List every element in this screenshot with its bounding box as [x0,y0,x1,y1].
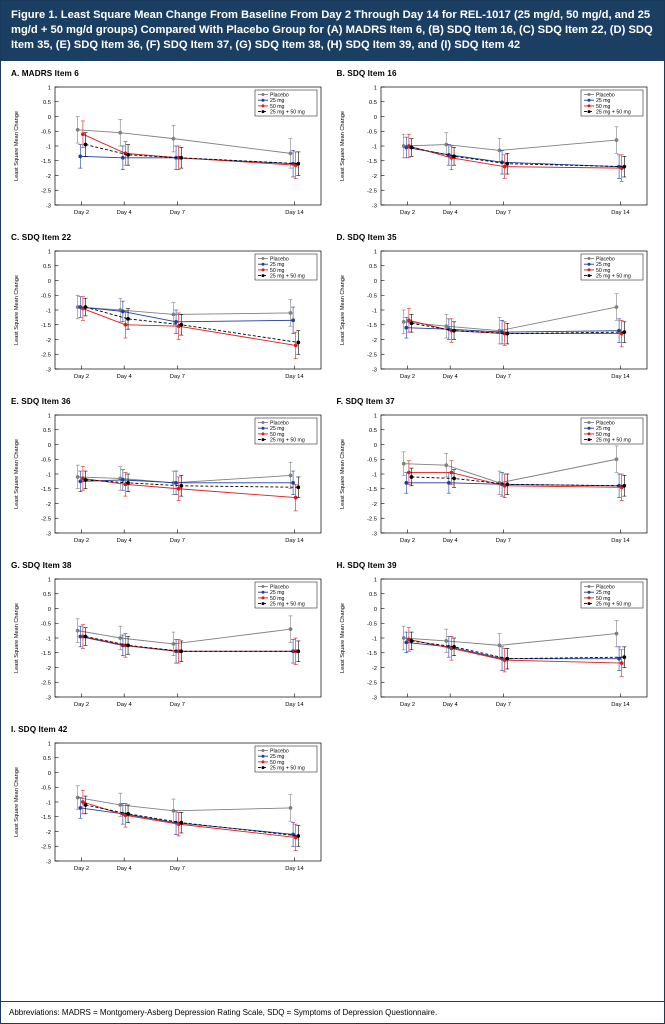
svg-text:-1.5: -1.5 [366,159,377,166]
svg-text:Day 14: Day 14 [285,538,304,544]
svg-text:Day 4: Day 4 [442,210,458,216]
svg-text:-0.5: -0.5 [41,457,51,464]
panel-a [7,65,333,229]
svg-text:-2: -2 [371,665,377,672]
svg-text:Day 2: Day 2 [399,702,415,708]
panel-f-plot [335,407,657,555]
svg-text:25 mg: 25 mg [595,262,610,269]
svg-text:Day 4: Day 4 [116,210,132,216]
svg-text:-3: -3 [45,367,51,374]
svg-text:Day 7: Day 7 [495,538,511,544]
svg-text:1: 1 [373,85,377,92]
svg-text:-3: -3 [371,531,377,538]
svg-text:Least Square Mean Change: Least Square Mean Change [14,111,20,181]
chart-svg [9,735,331,883]
svg-text:0: 0 [47,442,51,449]
svg-text:-3: -3 [371,203,377,210]
svg-text:Placebo: Placebo [270,420,289,427]
figure-footnote: Abbreviations: MADRS = Montgomery-Asberg Depression Rating Scale, SDQ = Symptoms of Depression Questionnaire. [1,1001,664,1023]
svg-text:Least Square Mean Change: Least Square Mean Change [14,439,20,509]
svg-text:25 mg + 50 mg: 25 mg + 50 mg [270,601,305,608]
svg-text:Day 4: Day 4 [442,538,458,544]
svg-text:0: 0 [373,606,377,613]
chart-svg [9,571,331,719]
svg-text:-2: -2 [45,665,51,672]
svg-text:0.5: 0.5 [42,100,51,107]
svg-text:25 mg: 25 mg [595,590,610,597]
svg-text:25 mg + 50 mg: 25 mg + 50 mg [270,765,305,772]
svg-text:-1: -1 [371,308,377,315]
svg-text:-3: -3 [371,367,377,374]
svg-text:Day 14: Day 14 [610,702,630,708]
svg-text:-2: -2 [371,337,377,344]
svg-text:Placebo: Placebo [270,256,289,263]
svg-text:Day 7: Day 7 [169,538,185,544]
svg-text:50 mg: 50 mg [270,267,285,274]
chart-svg [335,243,657,391]
svg-text:25 mg: 25 mg [595,426,610,433]
svg-text:1: 1 [373,249,377,256]
svg-text:Day 7: Day 7 [169,702,185,708]
svg-text:-0.5: -0.5 [41,293,51,300]
svg-text:Day 2: Day 2 [399,210,415,216]
svg-text:Day 7: Day 7 [495,210,511,216]
svg-text:-2.5: -2.5 [366,352,377,359]
svg-text:Day 7: Day 7 [169,374,185,380]
svg-text:25 mg: 25 mg [270,754,285,761]
svg-text:Day 7: Day 7 [169,210,185,216]
svg-text:-2: -2 [45,173,51,180]
svg-text:1: 1 [47,85,51,92]
panel-grid [1,61,664,1001]
panel-d [333,229,659,393]
svg-text:-2: -2 [45,337,51,344]
svg-text:-1: -1 [371,144,377,151]
svg-text:0: 0 [373,114,377,121]
svg-text:-2.5: -2.5 [41,516,51,523]
svg-text:Day 2: Day 2 [74,538,90,544]
chart-svg [335,571,657,719]
svg-text:Least Square Mean Change: Least Square Mean Change [14,603,20,673]
panel-b-title: B. SDQ Item 16 [336,69,397,78]
svg-text:0: 0 [47,770,51,777]
svg-text:Placebo: Placebo [595,256,615,263]
panel-spacer [333,721,659,885]
svg-text:Day 14: Day 14 [285,374,304,380]
figure-title: Figure 1. Least Square Mean Change From Baseline From Day 2 Through Day 14 for REL-1017 (25 mg/d, 50 mg/d, and 25 mg/d + 50 mg/d groups) Compared With Placebo Group for (A) MADRS Item 6, (B) SDQ Item 16, (C) SDQ Item 22, (D) SDQ Item 35, (E) SDQ Item 36, (F) SDQ Item 37, (G) SDQ Item 38, (H) SDQ Item 39, and (I) SDQ Item 42 [1,1,664,61]
svg-text:25 mg + 50 mg: 25 mg + 50 mg [270,109,305,116]
svg-text:25 mg: 25 mg [270,262,285,269]
svg-text:50 mg: 50 mg [595,267,610,274]
svg-text:Day 4: Day 4 [116,538,132,544]
panel-d-plot [335,243,657,391]
svg-text:-1.5: -1.5 [41,815,51,822]
svg-text:0: 0 [47,606,51,613]
svg-text:1: 1 [47,413,51,420]
svg-text:-0.5: -0.5 [366,129,377,136]
svg-text:-2: -2 [371,173,377,180]
svg-text:Placebo: Placebo [595,420,615,427]
svg-text:-1: -1 [45,308,51,315]
svg-text:Day 4: Day 4 [116,702,132,708]
svg-text:Day 2: Day 2 [74,374,90,380]
svg-text:Day 14: Day 14 [610,374,630,380]
panel-g-plot [9,571,331,719]
panel-e-plot [9,407,331,555]
svg-text:-1: -1 [45,472,51,479]
panel-row-3 [7,393,658,557]
panel-g [7,557,333,721]
svg-text:0: 0 [373,278,377,285]
panel-h [333,557,659,721]
svg-text:Day 4: Day 4 [442,374,458,380]
chart-svg [335,407,657,555]
svg-text:Day 7: Day 7 [169,866,185,872]
svg-text:1: 1 [47,577,51,584]
panel-b [333,65,659,229]
panel-c-plot [9,243,331,391]
svg-text:-1.5: -1.5 [41,487,51,494]
svg-text:25 mg: 25 mg [270,426,285,433]
svg-text:1: 1 [373,413,377,420]
svg-text:Placebo: Placebo [595,584,615,591]
panel-row-2 [7,229,658,393]
svg-text:Least Square Mean Change: Least Square Mean Change [339,603,346,673]
svg-text:Placebo: Placebo [270,748,289,755]
svg-text:-1.5: -1.5 [41,651,51,658]
panel-f [333,393,659,557]
svg-text:-1: -1 [45,636,51,643]
svg-text:50 mg: 50 mg [595,103,610,110]
svg-text:-1.5: -1.5 [366,323,377,330]
svg-text:Least Square Mean Change: Least Square Mean Change [339,439,346,509]
svg-text:-3: -3 [45,531,51,538]
svg-text:Placebo: Placebo [270,584,289,591]
svg-text:-0.5: -0.5 [41,129,51,136]
panel-row-5 [7,721,658,885]
svg-text:0.5: 0.5 [42,264,51,271]
svg-text:0.5: 0.5 [368,428,377,435]
svg-text:1: 1 [47,249,51,256]
panel-a-plot [9,79,331,227]
panel-h-title: H. SDQ Item 39 [336,561,397,570]
svg-text:Day 4: Day 4 [442,702,458,708]
panel-b-plot [335,79,657,227]
panel-g-title: G. SDQ Item 38 [11,561,72,570]
svg-text:25 mg + 50 mg: 25 mg + 50 mg [595,437,631,444]
chart-svg [335,79,657,227]
svg-text:-2.5: -2.5 [41,188,51,195]
svg-text:Day 14: Day 14 [285,702,304,708]
svg-text:25 mg + 50 mg: 25 mg + 50 mg [270,273,305,280]
svg-text:Least Square Mean Change: Least Square Mean Change [339,275,346,345]
svg-text:Least Square Mean Change: Least Square Mean Change [339,111,346,181]
svg-text:-1: -1 [371,472,377,479]
panel-e-title: E. SDQ Item 36 [11,397,71,406]
svg-text:50 mg: 50 mg [270,595,285,602]
svg-text:50 mg: 50 mg [595,595,610,602]
panel-i-title: I. SDQ Item 42 [11,725,68,734]
panel-h-plot [335,571,657,719]
svg-text:-2.5: -2.5 [366,188,377,195]
svg-text:-0.5: -0.5 [366,293,377,300]
svg-text:Day 2: Day 2 [74,866,90,872]
svg-text:Day 14: Day 14 [610,538,630,544]
svg-text:Least Square Mean Change: Least Square Mean Change [14,275,20,345]
svg-text:-3: -3 [371,695,377,702]
panel-d-title: D. SDQ Item 35 [336,233,397,242]
svg-text:-0.5: -0.5 [366,457,377,464]
svg-text:-3: -3 [45,695,51,702]
svg-text:-0.5: -0.5 [41,785,51,792]
svg-text:Day 7: Day 7 [495,374,511,380]
svg-text:-2: -2 [371,501,377,508]
panel-c-title: C. SDQ Item 22 [11,233,72,242]
svg-text:0.5: 0.5 [42,428,51,435]
svg-text:-2: -2 [45,829,51,836]
panel-c [7,229,333,393]
svg-text:0.5: 0.5 [368,592,377,599]
svg-text:-2: -2 [45,501,51,508]
svg-text:Day 14: Day 14 [610,210,630,216]
svg-text:0.5: 0.5 [42,592,51,599]
svg-text:Day 2: Day 2 [74,702,90,708]
svg-text:Day 4: Day 4 [116,866,132,872]
svg-text:-1.5: -1.5 [41,323,51,330]
svg-text:Least Square Mean Change: Least Square Mean Change [14,767,20,837]
chart-svg [9,407,331,555]
svg-text:0.5: 0.5 [42,756,51,763]
svg-text:Day 14: Day 14 [285,866,304,872]
panel-row-1 [7,65,658,229]
panel-e [7,393,333,557]
svg-text:-2.5: -2.5 [366,680,377,687]
svg-text:-2.5: -2.5 [41,844,51,851]
panel-i-plot [9,735,331,883]
svg-text:25 mg + 50 mg: 25 mg + 50 mg [595,601,631,608]
svg-text:-3: -3 [45,203,51,210]
svg-text:Placebo: Placebo [270,92,289,99]
svg-text:-1: -1 [45,144,51,151]
svg-text:Day 4: Day 4 [116,374,132,380]
svg-text:50 mg: 50 mg [270,759,285,766]
svg-text:-1.5: -1.5 [366,487,377,494]
svg-text:-0.5: -0.5 [41,621,51,628]
svg-text:50 mg: 50 mg [595,431,610,438]
svg-text:1: 1 [373,577,377,584]
svg-text:-0.5: -0.5 [366,621,377,628]
svg-text:-1: -1 [45,800,51,807]
svg-text:50 mg: 50 mg [270,103,285,110]
panel-row-4 [7,557,658,721]
svg-text:25 mg: 25 mg [270,98,285,105]
svg-text:Placebo: Placebo [595,92,615,99]
svg-text:25 mg: 25 mg [270,590,285,597]
svg-text:0.5: 0.5 [368,100,377,107]
svg-text:-2.5: -2.5 [366,516,377,523]
svg-text:25 mg: 25 mg [595,98,610,105]
svg-text:-1: -1 [371,636,377,643]
svg-text:50 mg: 50 mg [270,431,285,438]
svg-text:-2.5: -2.5 [41,680,51,687]
svg-text:0: 0 [47,114,51,121]
svg-text:25 mg + 50 mg: 25 mg + 50 mg [595,273,631,280]
svg-text:Day 2: Day 2 [399,538,415,544]
chart-svg [9,79,331,227]
panel-a-title: A. MADRS Item 6 [11,69,79,78]
svg-text:Day 14: Day 14 [285,210,304,216]
svg-text:-1.5: -1.5 [366,651,377,658]
svg-text:1: 1 [47,741,51,748]
svg-text:0: 0 [47,278,51,285]
svg-text:-2.5: -2.5 [41,352,51,359]
chart-svg [9,243,331,391]
svg-text:-3: -3 [45,859,51,866]
svg-text:-1.5: -1.5 [41,159,51,166]
panel-i [7,721,333,885]
svg-text:Day 7: Day 7 [495,702,511,708]
svg-text:0.5: 0.5 [368,264,377,271]
panel-f-title: F. SDQ Item 37 [336,397,395,406]
svg-text:25 mg + 50 mg: 25 mg + 50 mg [270,437,305,444]
svg-text:Day 2: Day 2 [74,210,90,216]
svg-text:0: 0 [373,442,377,449]
svg-text:Day 2: Day 2 [399,374,415,380]
svg-text:25 mg + 50 mg: 25 mg + 50 mg [595,109,631,116]
